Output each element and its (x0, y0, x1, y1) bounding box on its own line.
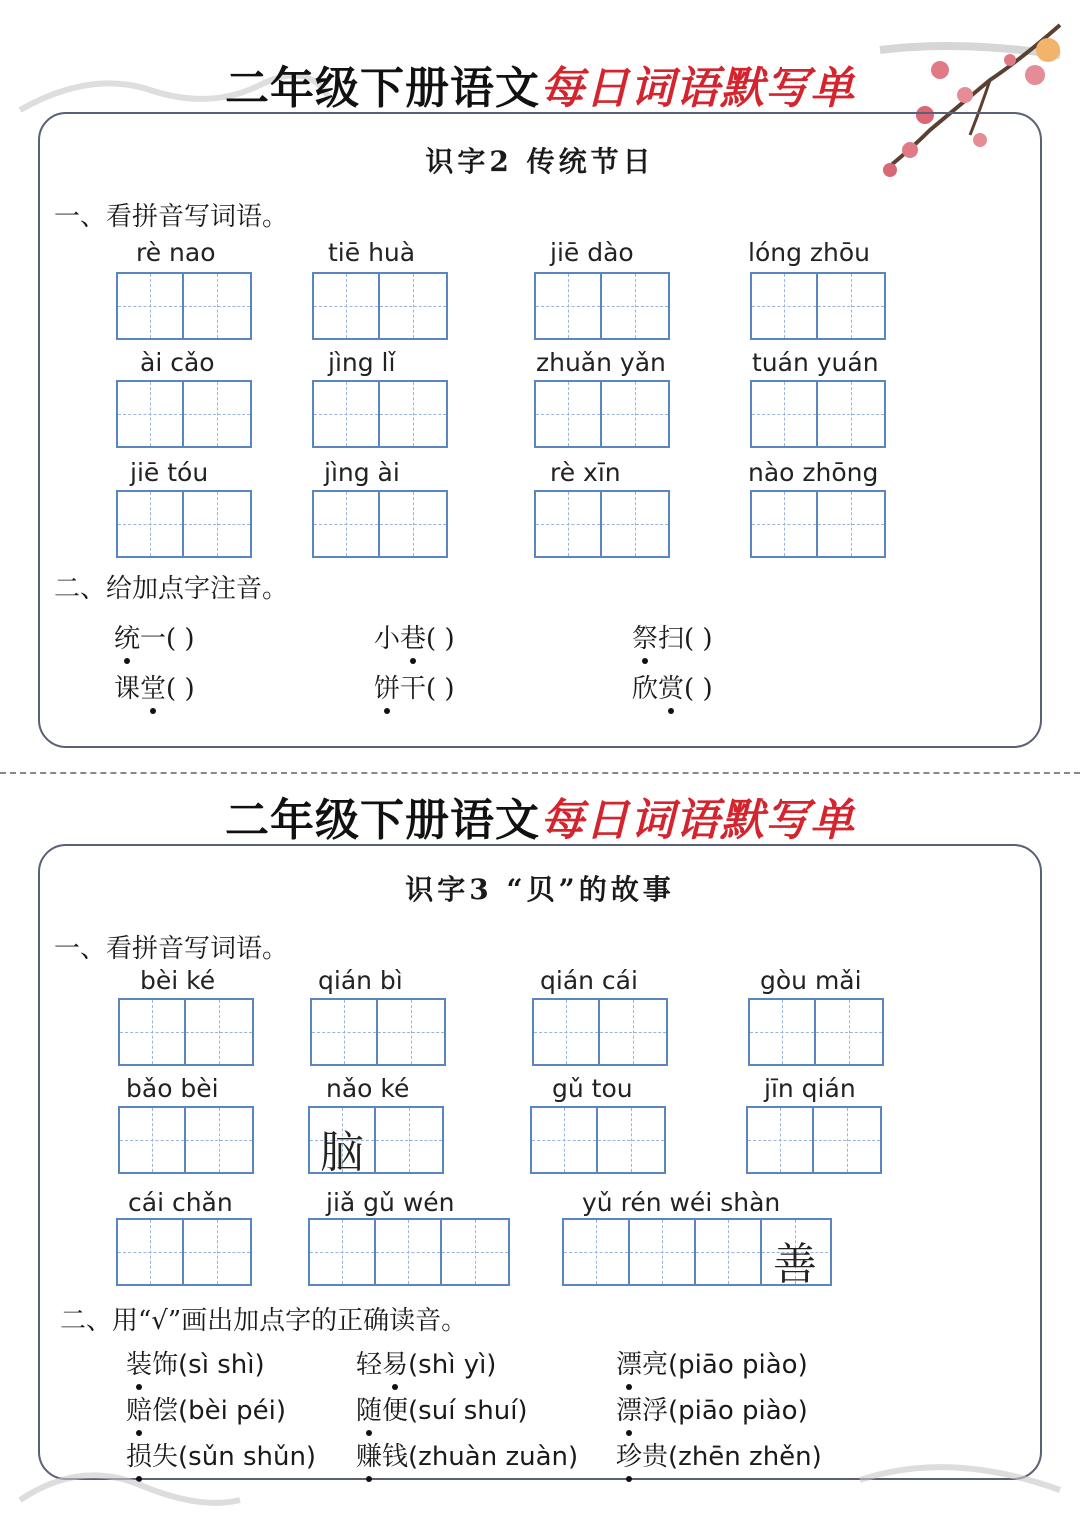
sheet1-section2-heading: 二、给加点字注音。 (54, 574, 289, 604)
writing-grid[interactable] (116, 380, 252, 448)
reading-choice-item: 珍贵(zhēn zhěn) (616, 1436, 822, 1473)
sheet2-section2-heading: 二、用“√”画出加点字的正确读音。 (60, 1306, 468, 1336)
writing-grid[interactable] (750, 272, 886, 340)
reading-choice-item: 轻易(shì yì) (356, 1344, 496, 1381)
pinyin-label: rè nao (136, 238, 216, 267)
pinyin-label: yǔ rén wéi shàn (582, 1188, 781, 1217)
writing-grid[interactable] (308, 1106, 444, 1178)
cut-line (0, 772, 1080, 774)
writing-grid[interactable] (312, 490, 448, 558)
pinyin-label: jiē tóu (130, 458, 209, 487)
pinyin-label: nǎo ké (326, 1074, 410, 1103)
writing-grid[interactable] (312, 272, 448, 340)
filled-character: 脑 (320, 1127, 364, 1178)
writing-grid[interactable] (534, 380, 670, 448)
pinyin-label: rè xīn (550, 458, 621, 487)
pinyin-label: bèi ké (140, 966, 216, 995)
pinyin-label: lóng zhōu (748, 238, 871, 267)
annotate-item: 欣赏( ) (632, 668, 713, 705)
reading-choice-item: 随便(suí shuí) (356, 1390, 528, 1427)
annotate-item: 饼干( ) (374, 668, 455, 705)
writing-grid[interactable] (116, 1218, 252, 1286)
sheet2-lesson-title: 识字3 “贝”的故事 (405, 873, 675, 906)
reading-choice-item: 装饰(sì shì) (126, 1344, 265, 1381)
writing-grid[interactable] (116, 272, 252, 340)
pinyin-label: jiǎ gǔ wén (326, 1188, 455, 1217)
writing-grid[interactable] (746, 1106, 882, 1174)
writing-grid[interactable] (118, 1106, 254, 1174)
pinyin-label: jìng ài (324, 458, 400, 487)
sheet1-title: 二年级下册语文每日词语默写单 (225, 63, 855, 114)
reading-choice-item: 赔偿(bèi péi) (126, 1390, 286, 1427)
writing-grid[interactable] (116, 490, 252, 558)
pinyin-label: cái chǎn (128, 1188, 233, 1217)
writing-grid[interactable] (312, 380, 448, 448)
pinyin-label: tuán yuán (752, 348, 879, 377)
reading-choice-item: 漂亮(piāo piào) (616, 1344, 808, 1381)
sheet1-section1-heading: 一、看拼音写词语。 (54, 202, 289, 232)
annotate-item: 统一( ) (114, 618, 195, 655)
pinyin-label: bǎo bèi (126, 1074, 219, 1103)
sheet2-panel (38, 844, 1042, 1480)
sheet2-title: 二年级下册语文每日词语默写单 (225, 795, 855, 846)
writing-grid[interactable] (310, 998, 446, 1066)
pinyin-label: tiē huà (328, 238, 416, 267)
writing-grid[interactable] (534, 490, 670, 558)
pinyin-label: jìng lǐ (328, 348, 396, 377)
pinyin-label: qián cái (540, 966, 638, 995)
writing-grid[interactable] (750, 490, 886, 558)
filled-character: 善 (773, 1239, 817, 1290)
writing-grid[interactable] (750, 380, 886, 448)
annotate-item: 祭扫( ) (632, 618, 713, 655)
sheet2-section1-heading: 一、看拼音写词语。 (54, 934, 289, 964)
pinyin-label: gǔ tou (552, 1074, 633, 1103)
annotate-item: 小巷( ) (374, 618, 455, 655)
writing-grid[interactable] (562, 1218, 832, 1290)
writing-grid[interactable] (532, 998, 668, 1066)
pinyin-label: nào zhōng (748, 458, 879, 487)
writing-grid[interactable] (308, 1218, 510, 1286)
pinyin-label: jiē dào (550, 238, 634, 267)
writing-grid[interactable] (534, 272, 670, 340)
sheet1-panel (38, 112, 1042, 748)
pinyin-label: gòu mǎi (760, 966, 862, 995)
reading-choice-item: 漂浮(piāo piào) (616, 1390, 808, 1427)
writing-grid[interactable] (748, 998, 884, 1066)
sheet1-lesson-title: 识字2 传统节日 (425, 145, 655, 178)
pinyin-label: jīn qián (764, 1074, 856, 1103)
pinyin-label: qián bì (318, 966, 403, 995)
reading-choice-item: 赚钱(zhuàn zuàn) (356, 1436, 578, 1473)
writing-grid[interactable] (530, 1106, 666, 1174)
writing-grid[interactable] (118, 998, 254, 1066)
annotate-item: 课堂( ) (114, 668, 195, 705)
pinyin-label: zhuǎn yǎn (536, 348, 666, 377)
reading-choice-item: 损失(sǔn shǔn) (126, 1436, 316, 1473)
pinyin-label: ài cǎo (140, 348, 215, 377)
